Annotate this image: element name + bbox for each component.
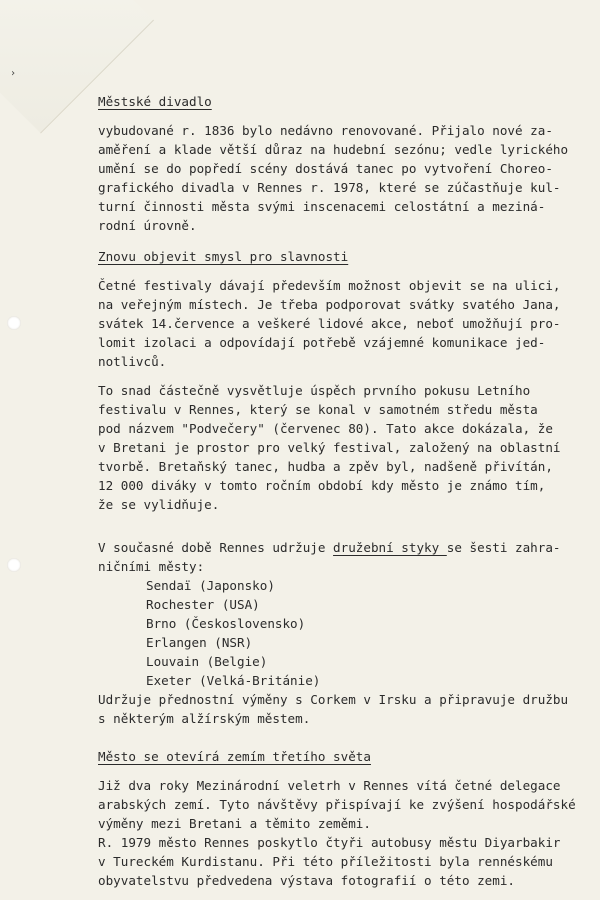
city-list-item: Sendaï (Japonsko) [146, 578, 275, 593]
paragraph-summer-festival: To snad částečně vysvětluje úspěch prvního pokusu Letního festivalu v Rennes, který se konal v samotném středu města pod názvem "Podvečery" (červenec 80). Tato akce dokázala, že v Bretani je prostor pro velký festival, založený na oblastní tvorbě. Bretaňský tanec, hudba a zpěv byl, nadšeně přivítán, 12 000 diváky v tomto ročním období kdy město je známo tím, že se vylidňuje. [98, 383, 561, 512]
section-heading-third-world: Město se otevírá zemím třetího světa [98, 749, 371, 764]
city-list-item: Rochester (USA) [146, 597, 260, 612]
city-list-item: Louvain (Belgie) [146, 654, 268, 669]
section-festivities [98, 247, 588, 514]
section-twin-cities [98, 538, 588, 728]
section-heading-theatre: Městské divadlo [98, 94, 212, 109]
paragraph-festivals: Četné festivaly dávají především možnost objevit se na ulici, na veřejným místech. Je třeba podporovat svátky svatého Jana, svátek 14.července a veškeré lidové akce, neboť umožňují pro- lomit izolaci a odpovídají potřebě vzájemné komunikace jed- notlivců. [98, 278, 561, 369]
section-heading-festivities: Znovu objevit smysl pro slavnosti [98, 249, 349, 264]
twin-cities-intro-start: V současné době Rennes udržuje [98, 540, 334, 555]
section-theatre [98, 92, 588, 235]
punch-hole-upper [7, 316, 21, 330]
typed-text-body [98, 92, 588, 890]
city-list-item: Erlangen (NSR) [146, 635, 253, 650]
paragraph-third-world: Již dva roky Mezinárodní veletrh v Rennes vítá četné delegace arabských zemí. Tyto návštěvy přispívají ke zvýšení hospodářské výměny mezi Bretani a těmito zeměmi. R. 1979 město Rennes poskytlo čtyři autobusy městu Diyarbakir v Tureckém Kurdistanu. Při této příležitosti byla rennéskému obyvatelstvu předvedena výstava fotografií o této zemi. [98, 778, 576, 888]
punch-hole-lower [7, 558, 21, 572]
margin-mark: › [10, 68, 17, 79]
paragraph-theatre: vybudované r. 1836 bylo nedávno renovované. Přijalo nové za- aměření a klade větší důraz na hudební sezónu; vedle lyrického umění se do popředí scény dostává tanec po vytvoření Choreo- grafického divadla v Rennes r. 1978, které se zúčastňuje kul- turní činnosti města svými inscenacemi celostátní a meziná- rodní úrovně. [98, 123, 569, 233]
city-list-item: Exeter (Velká-Británie) [146, 673, 321, 688]
twin-cities-intro-line2: ničními městy: [98, 559, 205, 574]
twin-cities-underlined-term: družební styky [333, 540, 447, 555]
twin-cities-intro [98, 538, 588, 557]
paragraph-exchanges: Udržuje přednostní výměny s Corkem v Irsku a připravuje družbu s některým alžírským městem. [98, 692, 569, 726]
twin-cities-intro-end: se šesti zahra- [446, 540, 561, 555]
city-list-item: Brno (Československo) [146, 616, 306, 631]
section-third-world [98, 747, 588, 890]
